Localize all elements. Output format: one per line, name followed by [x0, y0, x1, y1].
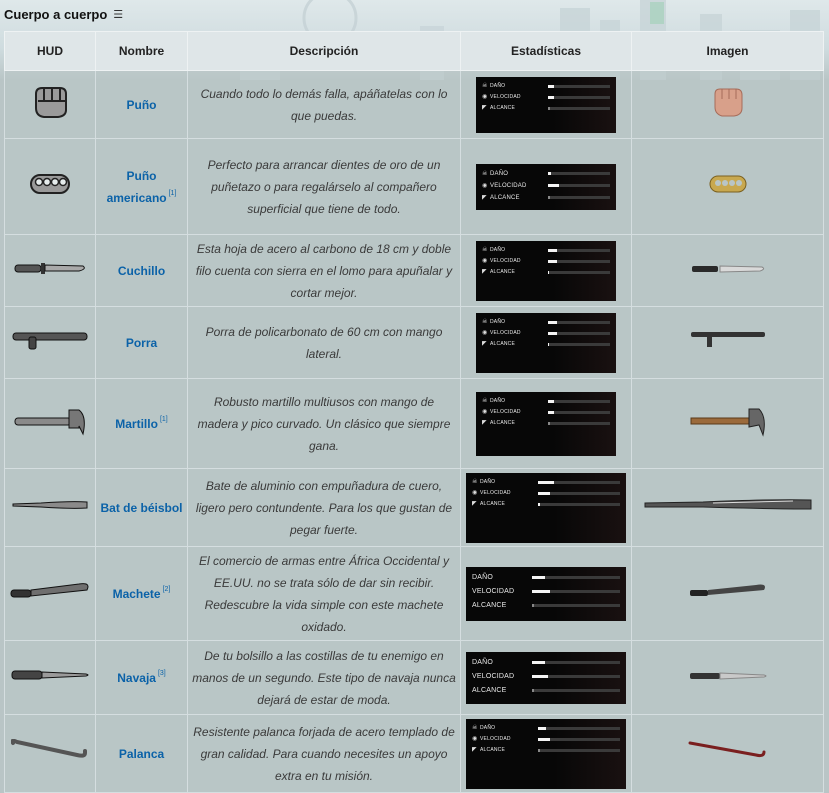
stats-panel: [476, 241, 616, 301]
range-stat-fill: [538, 503, 540, 506]
speed-stat-fill: [532, 675, 548, 678]
name-cell: [96, 139, 188, 235]
range-stat-icon: ◤: [472, 501, 477, 507]
hud-cell: [5, 715, 96, 793]
stat-row-damage: [472, 723, 620, 734]
name-cell: [96, 379, 188, 469]
speed-stat-fill: [548, 260, 557, 263]
damage-stat-fill: [548, 172, 551, 175]
reference-link[interactable]: [3]: [157, 670, 166, 678]
description-cell: Porra de policarbonato de 60 cm con mango lateral.: [188, 307, 461, 379]
speed-stat-label: VELOCIDAD: [490, 409, 521, 415]
speed-stat-icon: ◉: [472, 736, 478, 742]
bat-icon: [11, 499, 89, 516]
stat-row-damage: [472, 656, 620, 670]
weapon-name-link[interactable]: Cuchillo: [117, 263, 166, 278]
knife-image[interactable]: [690, 262, 766, 279]
range-stat-bar: [538, 749, 620, 752]
stat-row-damage: [482, 396, 610, 407]
weapon-name-link[interactable]: Porra: [125, 335, 158, 350]
stat-row-range: [482, 267, 610, 278]
damage-stat-label: DAÑO: [480, 725, 496, 731]
range-stat-bar: [548, 271, 610, 274]
range-stat-icon: ◤: [482, 341, 487, 347]
stats-panel: [476, 164, 616, 210]
speed-stat-label: VELOCIDAD: [490, 330, 521, 336]
speed-stat-bar: [548, 332, 610, 335]
description-cell: Robusto martillo multiusos con mango de madera y pico curvado. Un clásico que siempre gana.: [188, 379, 461, 469]
range-stat-label: ALCANCE: [480, 747, 506, 753]
table-row: [5, 641, 824, 715]
range-stat-fill: [532, 689, 534, 692]
name-cell: [96, 715, 188, 793]
stats-cell: [461, 71, 632, 139]
column-header-hud: HUD: [5, 32, 96, 71]
machete-icon: [9, 589, 91, 606]
range-stat-label: ALCANCE: [490, 341, 516, 347]
damage-stat-icon: ☠: [482, 170, 488, 177]
machete-image[interactable]: [688, 588, 768, 605]
weapon-name-link[interactable]: Palanca: [118, 746, 165, 761]
damage-stat-label: DAÑO: [480, 479, 496, 485]
speed-stat-label: VELOCIDAD: [480, 490, 511, 496]
name-cell: [96, 469, 188, 547]
speed-stat-fill: [538, 492, 550, 495]
stats-cell: [461, 469, 632, 547]
speed-stat-label: VELOCIDAD: [490, 94, 521, 100]
damage-stat-label: DAÑO: [490, 247, 506, 253]
damage-stat-bar: [548, 249, 610, 252]
damage-stat-fill: [548, 321, 557, 324]
nightstick-icon: [11, 338, 89, 355]
damage-stat-bar: [548, 85, 610, 88]
stat-row-speed: [482, 256, 610, 267]
range-stat-label: ALCANCE: [472, 687, 507, 694]
section-title: Cuerpo a cuerpo: [4, 6, 108, 22]
damage-stat-fill: [538, 727, 546, 730]
fist-icon: [30, 107, 70, 124]
column-header-description: Descripción: [188, 32, 461, 71]
damage-stat-bar: [538, 481, 620, 484]
weapon-name-link[interactable]: Machete: [112, 586, 161, 601]
hud-cell: [5, 71, 96, 139]
range-stat-bar: [548, 107, 610, 110]
damage-stat-label: DAÑO: [472, 574, 494, 581]
speed-stat-bar: [548, 96, 610, 99]
stat-row-damage: [482, 245, 610, 256]
switchblade-icon: [10, 669, 90, 686]
stat-row-range: [482, 103, 610, 114]
stats-panel: [476, 77, 616, 133]
name-cell: [96, 547, 188, 641]
speed-stat-label: VELOCIDAD: [472, 588, 515, 595]
speed-stat-bar: [548, 260, 610, 263]
stat-row-speed: [482, 407, 610, 418]
name-cell: [96, 641, 188, 715]
damage-stat-bar: [538, 727, 620, 730]
section-heading: [4, 4, 123, 24]
column-header-name: Nombre: [96, 32, 188, 71]
stat-row-range: [472, 599, 620, 613]
reference-link[interactable]: [1]: [159, 416, 168, 424]
image-cell: [632, 71, 824, 139]
range-stat-label: ALCANCE: [472, 602, 507, 609]
damage-stat-bar: [532, 576, 620, 579]
name-cell: [96, 235, 188, 307]
range-stat-label: ALCANCE: [490, 194, 520, 201]
damage-stat-bar: [548, 321, 610, 324]
range-stat-bar: [548, 196, 610, 199]
image-cell: [632, 641, 824, 715]
range-stat-fill: [538, 749, 540, 752]
stat-row-range: [472, 499, 620, 510]
speed-stat-label: VELOCIDAD: [490, 258, 521, 264]
brass-knuckles-icon: [29, 184, 71, 201]
stat-row-speed: [472, 670, 620, 684]
switchblade-image[interactable]: [688, 669, 768, 686]
damage-stat-label: DAÑO: [490, 170, 509, 177]
table-row: [5, 379, 824, 469]
bat-image[interactable]: [643, 500, 813, 517]
hammer-image[interactable]: [689, 424, 767, 441]
range-stat-label: ALCANCE: [490, 105, 516, 111]
stat-row-speed: [472, 585, 620, 599]
speed-stat-fill: [548, 184, 559, 187]
weapon-name-link[interactable]: Martillo: [115, 416, 158, 431]
stat-row-range: [482, 418, 610, 429]
hammer-icon: [13, 423, 87, 440]
description-cell: Esta hoja de acero al carbono de 18 cm y doble filo cuenta con sierra en el lomo para apuñalar y cortar mejor.: [188, 235, 461, 307]
speed-stat-label: VELOCIDAD: [472, 673, 515, 680]
range-stat-bar: [548, 422, 610, 425]
range-stat-label: ALCANCE: [480, 501, 506, 507]
hud-cell: [5, 641, 96, 715]
damage-stat-icon: ☠: [482, 398, 488, 404]
column-header-stats: Estadísticas: [461, 32, 632, 71]
hud-cell: [5, 547, 96, 641]
name-cell: [96, 71, 188, 139]
damage-stat-fill: [548, 85, 554, 88]
range-stat-fill: [548, 107, 550, 110]
damage-stat-label: DAÑO: [490, 319, 506, 325]
stats-cell: [461, 715, 632, 793]
speed-stat-bar: [532, 590, 620, 593]
list-icon[interactable]: ☰: [113, 8, 124, 21]
hud-cell: [5, 235, 96, 307]
table-row: [5, 469, 824, 547]
stat-row-speed: [482, 92, 610, 103]
hud-cell: [5, 139, 96, 235]
column-header-image: Imagen: [632, 32, 824, 71]
speed-stat-bar: [538, 738, 620, 741]
reference-link[interactable]: [1]: [168, 190, 177, 198]
weapon-name-link[interactable]: Bat de béisbol: [100, 500, 183, 515]
stats-cell: [461, 139, 632, 235]
table-row: [5, 139, 824, 235]
range-stat-fill: [548, 196, 550, 199]
range-stat-icon: ◤: [482, 269, 487, 275]
stat-row-range: [472, 684, 620, 698]
damage-stat-fill: [532, 576, 545, 579]
knife-icon: [13, 263, 87, 280]
damage-stat-icon: ☠: [472, 725, 478, 731]
stat-row-speed: [472, 734, 620, 745]
stats-panel: [466, 567, 626, 621]
speed-stat-icon: ◉: [482, 330, 488, 336]
brass-knuckles-image[interactable]: [709, 182, 747, 199]
weapons-table: [4, 31, 824, 793]
image-cell: [632, 307, 824, 379]
stats-cell: [461, 641, 632, 715]
description-cell: Resistente palanca forjada de acero templado de gran calidad. Para cuando necesites un apoyo extra en tu misión.: [188, 715, 461, 793]
damage-stat-icon: ☠: [482, 319, 488, 325]
crowbar-icon: [11, 750, 89, 767]
damage-stat-fill: [538, 481, 554, 484]
speed-stat-bar: [548, 411, 610, 414]
range-stat-label: ALCANCE: [490, 269, 516, 275]
damage-stat-fill: [532, 661, 545, 664]
stat-row-speed: [472, 488, 620, 499]
description-cell: Perfecto para arrancar dientes de oro de un puñetazo o para regalárselo al compañero superficial que tiene de todo.: [188, 139, 461, 235]
crowbar-image[interactable]: [688, 749, 768, 766]
stats-panel: [466, 473, 626, 543]
damage-stat-icon: ☠: [472, 479, 478, 485]
speed-stat-bar: [538, 492, 620, 495]
fist-image[interactable]: [710, 105, 746, 122]
image-cell: [632, 547, 824, 641]
table-row: [5, 307, 824, 379]
stats-panel: [476, 392, 616, 456]
range-stat-icon: ◤: [482, 105, 487, 111]
reference-link[interactable]: [2]: [162, 586, 171, 594]
speed-stat-fill: [538, 738, 550, 741]
damage-stat-icon: ☠: [482, 83, 488, 89]
damage-stat-bar: [548, 400, 610, 403]
table-row: [5, 715, 824, 793]
stat-row-damage: [482, 317, 610, 328]
damage-stat-icon: ☠: [482, 247, 488, 253]
image-cell: [632, 379, 824, 469]
damage-stat-bar: [532, 661, 620, 664]
damage-stat-label: DAÑO: [472, 659, 494, 666]
image-cell: [632, 715, 824, 793]
range-stat-bar: [532, 689, 620, 692]
speed-stat-icon: ◉: [472, 490, 478, 496]
range-stat-bar: [548, 343, 610, 346]
table-row: [5, 235, 824, 307]
image-cell: [632, 469, 824, 547]
stats-cell: [461, 379, 632, 469]
speed-stat-fill: [548, 411, 554, 414]
speed-stat-bar: [532, 675, 620, 678]
stats-cell: [461, 307, 632, 379]
range-stat-icon: ◤: [482, 420, 487, 426]
range-stat-fill: [532, 604, 534, 607]
range-stat-fill: [548, 271, 549, 274]
speed-stat-icon: ◉: [482, 409, 488, 415]
stats-cell: [461, 235, 632, 307]
description-cell: De tu bolsillo a las costillas de tu enemigo en manos de un segundo. Este tipo de navaja nunca dejará de estar de moda.: [188, 641, 461, 715]
stat-row-range: [472, 745, 620, 756]
stat-row-speed: [482, 328, 610, 339]
damage-stat-bar: [548, 172, 610, 175]
range-stat-bar: [538, 503, 620, 506]
stat-row-speed: [482, 180, 610, 192]
table-row: [5, 71, 824, 139]
stats-panel: [476, 313, 616, 373]
description-cell: El comercio de armas entre África Occidental y EE.UU. no se trata sólo de dar sin recibir. Redescubre la vida simple con este machete oxidado.: [188, 547, 461, 641]
stat-row-range: [482, 339, 610, 350]
nightstick-image[interactable]: [689, 338, 767, 355]
hud-cell: [5, 379, 96, 469]
stats-panel: [466, 719, 626, 789]
hud-cell: [5, 307, 96, 379]
speed-stat-fill: [548, 96, 554, 99]
weapon-name-link[interactable]: Navaja: [117, 670, 156, 685]
stat-row-damage: [482, 81, 610, 92]
name-cell: [96, 307, 188, 379]
speed-stat-icon: ◉: [482, 94, 488, 100]
stats-cell: [461, 547, 632, 641]
speed-stat-label: VELOCIDAD: [490, 182, 527, 189]
stat-row-damage: [472, 477, 620, 488]
speed-stat-fill: [532, 590, 550, 593]
range-stat-icon: ◤: [482, 194, 487, 201]
range-stat-icon: ◤: [472, 747, 477, 753]
damage-stat-label: DAÑO: [490, 398, 506, 404]
damage-stat-fill: [548, 249, 557, 252]
speed-stat-fill: [548, 332, 557, 335]
speed-stat-bar: [548, 184, 610, 187]
stat-row-damage: [472, 571, 620, 585]
image-cell: [632, 139, 824, 235]
hud-cell: [5, 469, 96, 547]
speed-stat-icon: ◉: [482, 182, 488, 189]
range-stat-fill: [548, 422, 550, 425]
weapon-name-link[interactable]: Puño: [126, 97, 157, 112]
stat-row-range: [482, 192, 610, 204]
speed-stat-label: VELOCIDAD: [480, 736, 511, 742]
description-cell: Bate de aluminio con empuñadura de cuero, ligero pero contundente. Para los que gustan de pegar fuerte.: [188, 469, 461, 547]
range-stat-fill: [548, 343, 549, 346]
damage-stat-fill: [548, 400, 554, 403]
stat-row-damage: [482, 168, 610, 180]
image-cell: [632, 235, 824, 307]
damage-stat-label: DAÑO: [490, 83, 506, 89]
range-stat-label: ALCANCE: [490, 420, 516, 426]
range-stat-bar: [532, 604, 620, 607]
weapon-name-link[interactable]: Puño americano: [106, 168, 167, 205]
stats-panel: [466, 652, 626, 704]
table-header-row: [5, 32, 824, 71]
table-row: [5, 547, 824, 641]
description-cell: Cuando todo lo demás falla, apáñatelas con lo que puedas.: [188, 71, 461, 139]
speed-stat-icon: ◉: [482, 258, 488, 264]
